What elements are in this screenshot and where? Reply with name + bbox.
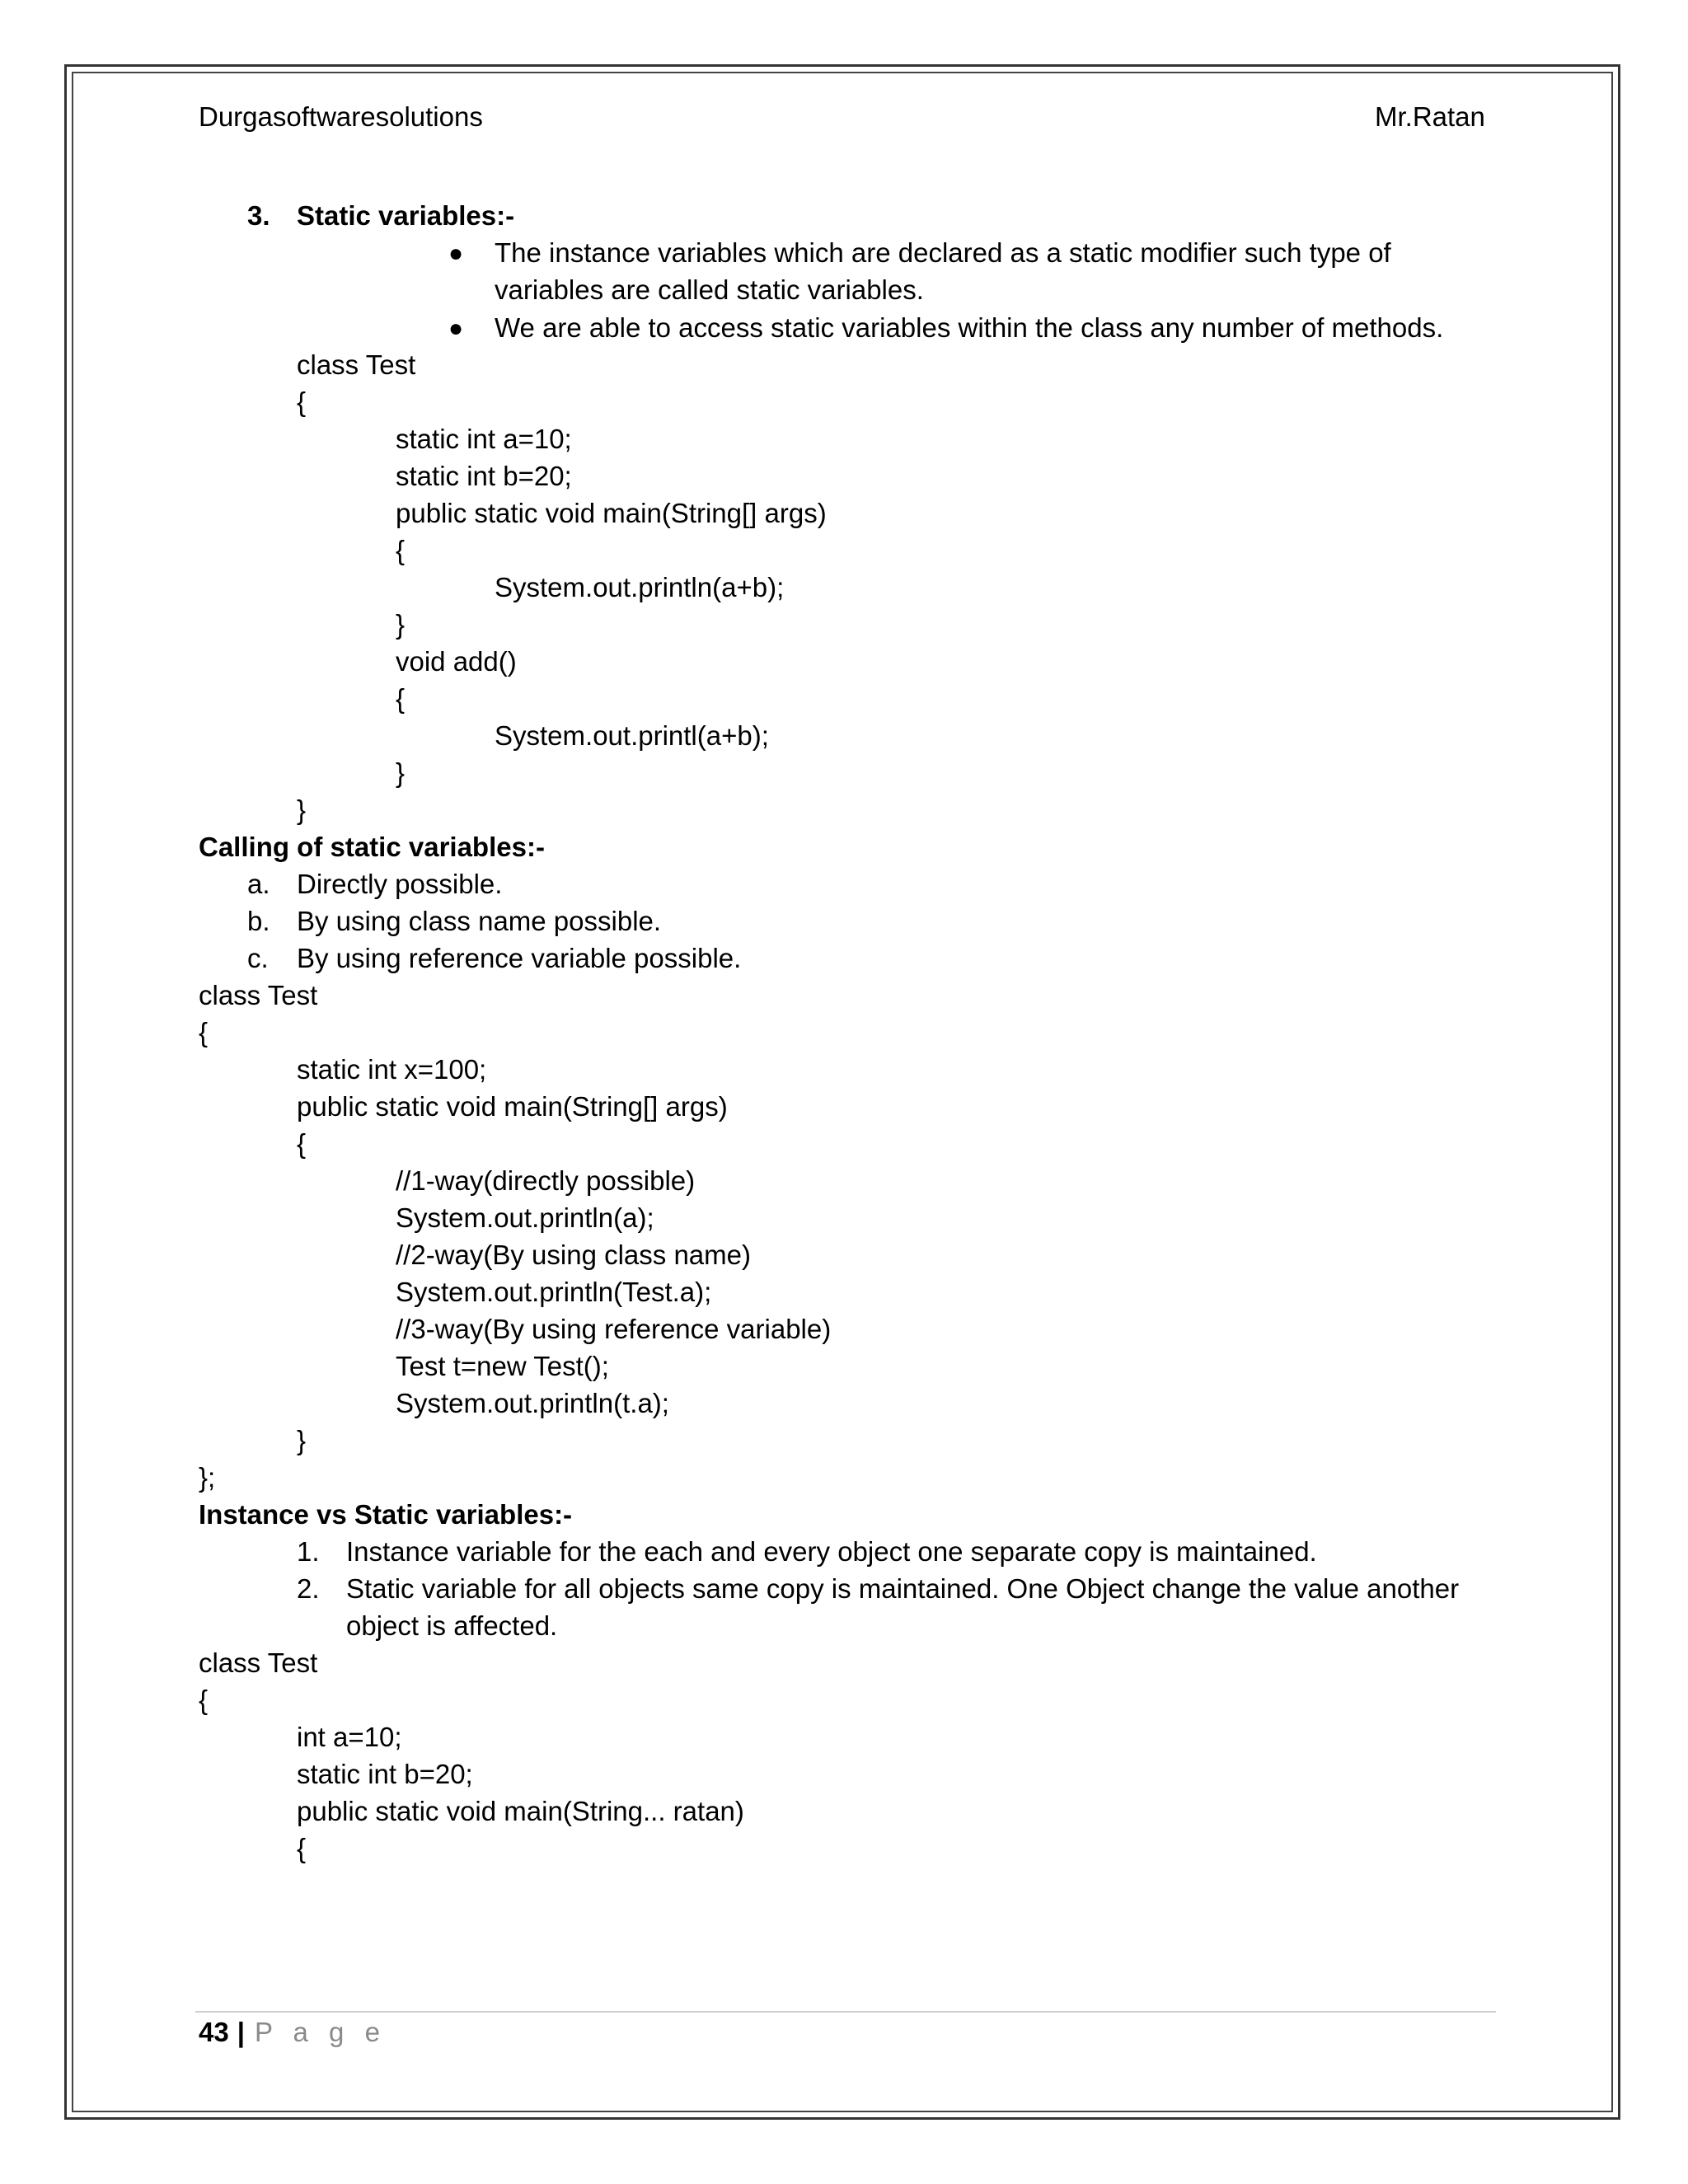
- section-number: 3.: [247, 200, 270, 231]
- bullet-text: The instance variables which are declared as a static modifier such type of: [495, 237, 1391, 268]
- footer-separator: |: [237, 2017, 245, 2047]
- code-line: //2-way(By using class name): [396, 1240, 751, 1270]
- code-line: {: [396, 535, 406, 565]
- page-footer: [199, 2016, 387, 2049]
- code-line: }: [297, 794, 307, 825]
- code-line: {: [396, 683, 406, 714]
- code-line: public static void main(String[] args): [297, 1091, 728, 1122]
- footer-divider: [195, 2011, 1496, 2013]
- list-item: Instance variable for the each and every object one separate copy is maintained.: [346, 1536, 1317, 1567]
- code-line: };: [199, 1462, 216, 1493]
- code-line: }: [396, 757, 406, 788]
- code-line: {: [199, 1017, 209, 1047]
- code-line: {: [297, 1833, 307, 1863]
- code-line: System.out.println(Test.a);: [396, 1277, 712, 1307]
- list-item: By using reference variable possible.: [297, 943, 742, 973]
- code-line: public static void main(String... ratan): [297, 1796, 744, 1826]
- page-label: P a g e: [254, 2017, 387, 2047]
- list-marker: 1.: [297, 1536, 320, 1567]
- list-item: By using class name possible.: [297, 906, 662, 936]
- list-item: Static variable for all objects same copy is maintained. One Object change the value another: [346, 1573, 1460, 1604]
- code-line: static int x=100;: [297, 1054, 487, 1085]
- code-line: static int b=20;: [297, 1759, 473, 1789]
- list-marker: 2.: [297, 1573, 320, 1604]
- code-line: //3-way(By using reference variable): [396, 1314, 832, 1344]
- bullet-icon: ●: [448, 240, 464, 267]
- code-line: void add(): [396, 646, 517, 677]
- code-line: class Test: [297, 349, 416, 380]
- code-line: class Test: [199, 1647, 318, 1678]
- section-heading: Instance vs Static variables:-: [199, 1499, 573, 1530]
- list-marker: c.: [247, 943, 269, 973]
- code-line: int a=10;: [297, 1722, 402, 1752]
- code-line: //1-way(directly possible): [396, 1165, 696, 1196]
- bullet-icon: ●: [448, 315, 464, 342]
- section-heading: Calling of static variables:-: [199, 832, 545, 862]
- code-line: Test t=new Test();: [396, 1351, 609, 1381]
- code-line: class Test: [199, 980, 318, 1010]
- list-marker: a.: [247, 869, 270, 899]
- code-line: static int b=20;: [396, 461, 572, 491]
- code-line: System.out.println(a);: [396, 1202, 654, 1233]
- header-left: Durgasoftwaresolutions: [199, 101, 483, 132]
- code-line: {: [199, 1685, 209, 1715]
- code-line: System.out.println(a+b);: [495, 572, 785, 602]
- code-line: public static void main(String[] args): [396, 498, 827, 528]
- code-line: {: [297, 387, 307, 417]
- code-line: System.out.println(t.a);: [396, 1388, 669, 1418]
- bullet-text: We are able to access static variables within the class any number of methods.: [495, 312, 1444, 343]
- code-line: static int a=10;: [396, 424, 572, 454]
- section-title: Static variables:-: [297, 200, 515, 231]
- header-right: Mr.Ratan: [1375, 101, 1485, 132]
- code-line: System.out.printl(a+b);: [495, 720, 769, 751]
- list-item: Directly possible.: [297, 869, 503, 899]
- list-item-continuation: object is affected.: [346, 1610, 558, 1641]
- code-line: {: [297, 1128, 307, 1159]
- page-number: 43: [199, 2017, 229, 2047]
- code-line: }: [297, 1425, 307, 1455]
- list-marker: b.: [247, 906, 270, 936]
- bullet-text-continuation: variables are called static variables.: [495, 274, 924, 305]
- code-line: }: [396, 609, 406, 640]
